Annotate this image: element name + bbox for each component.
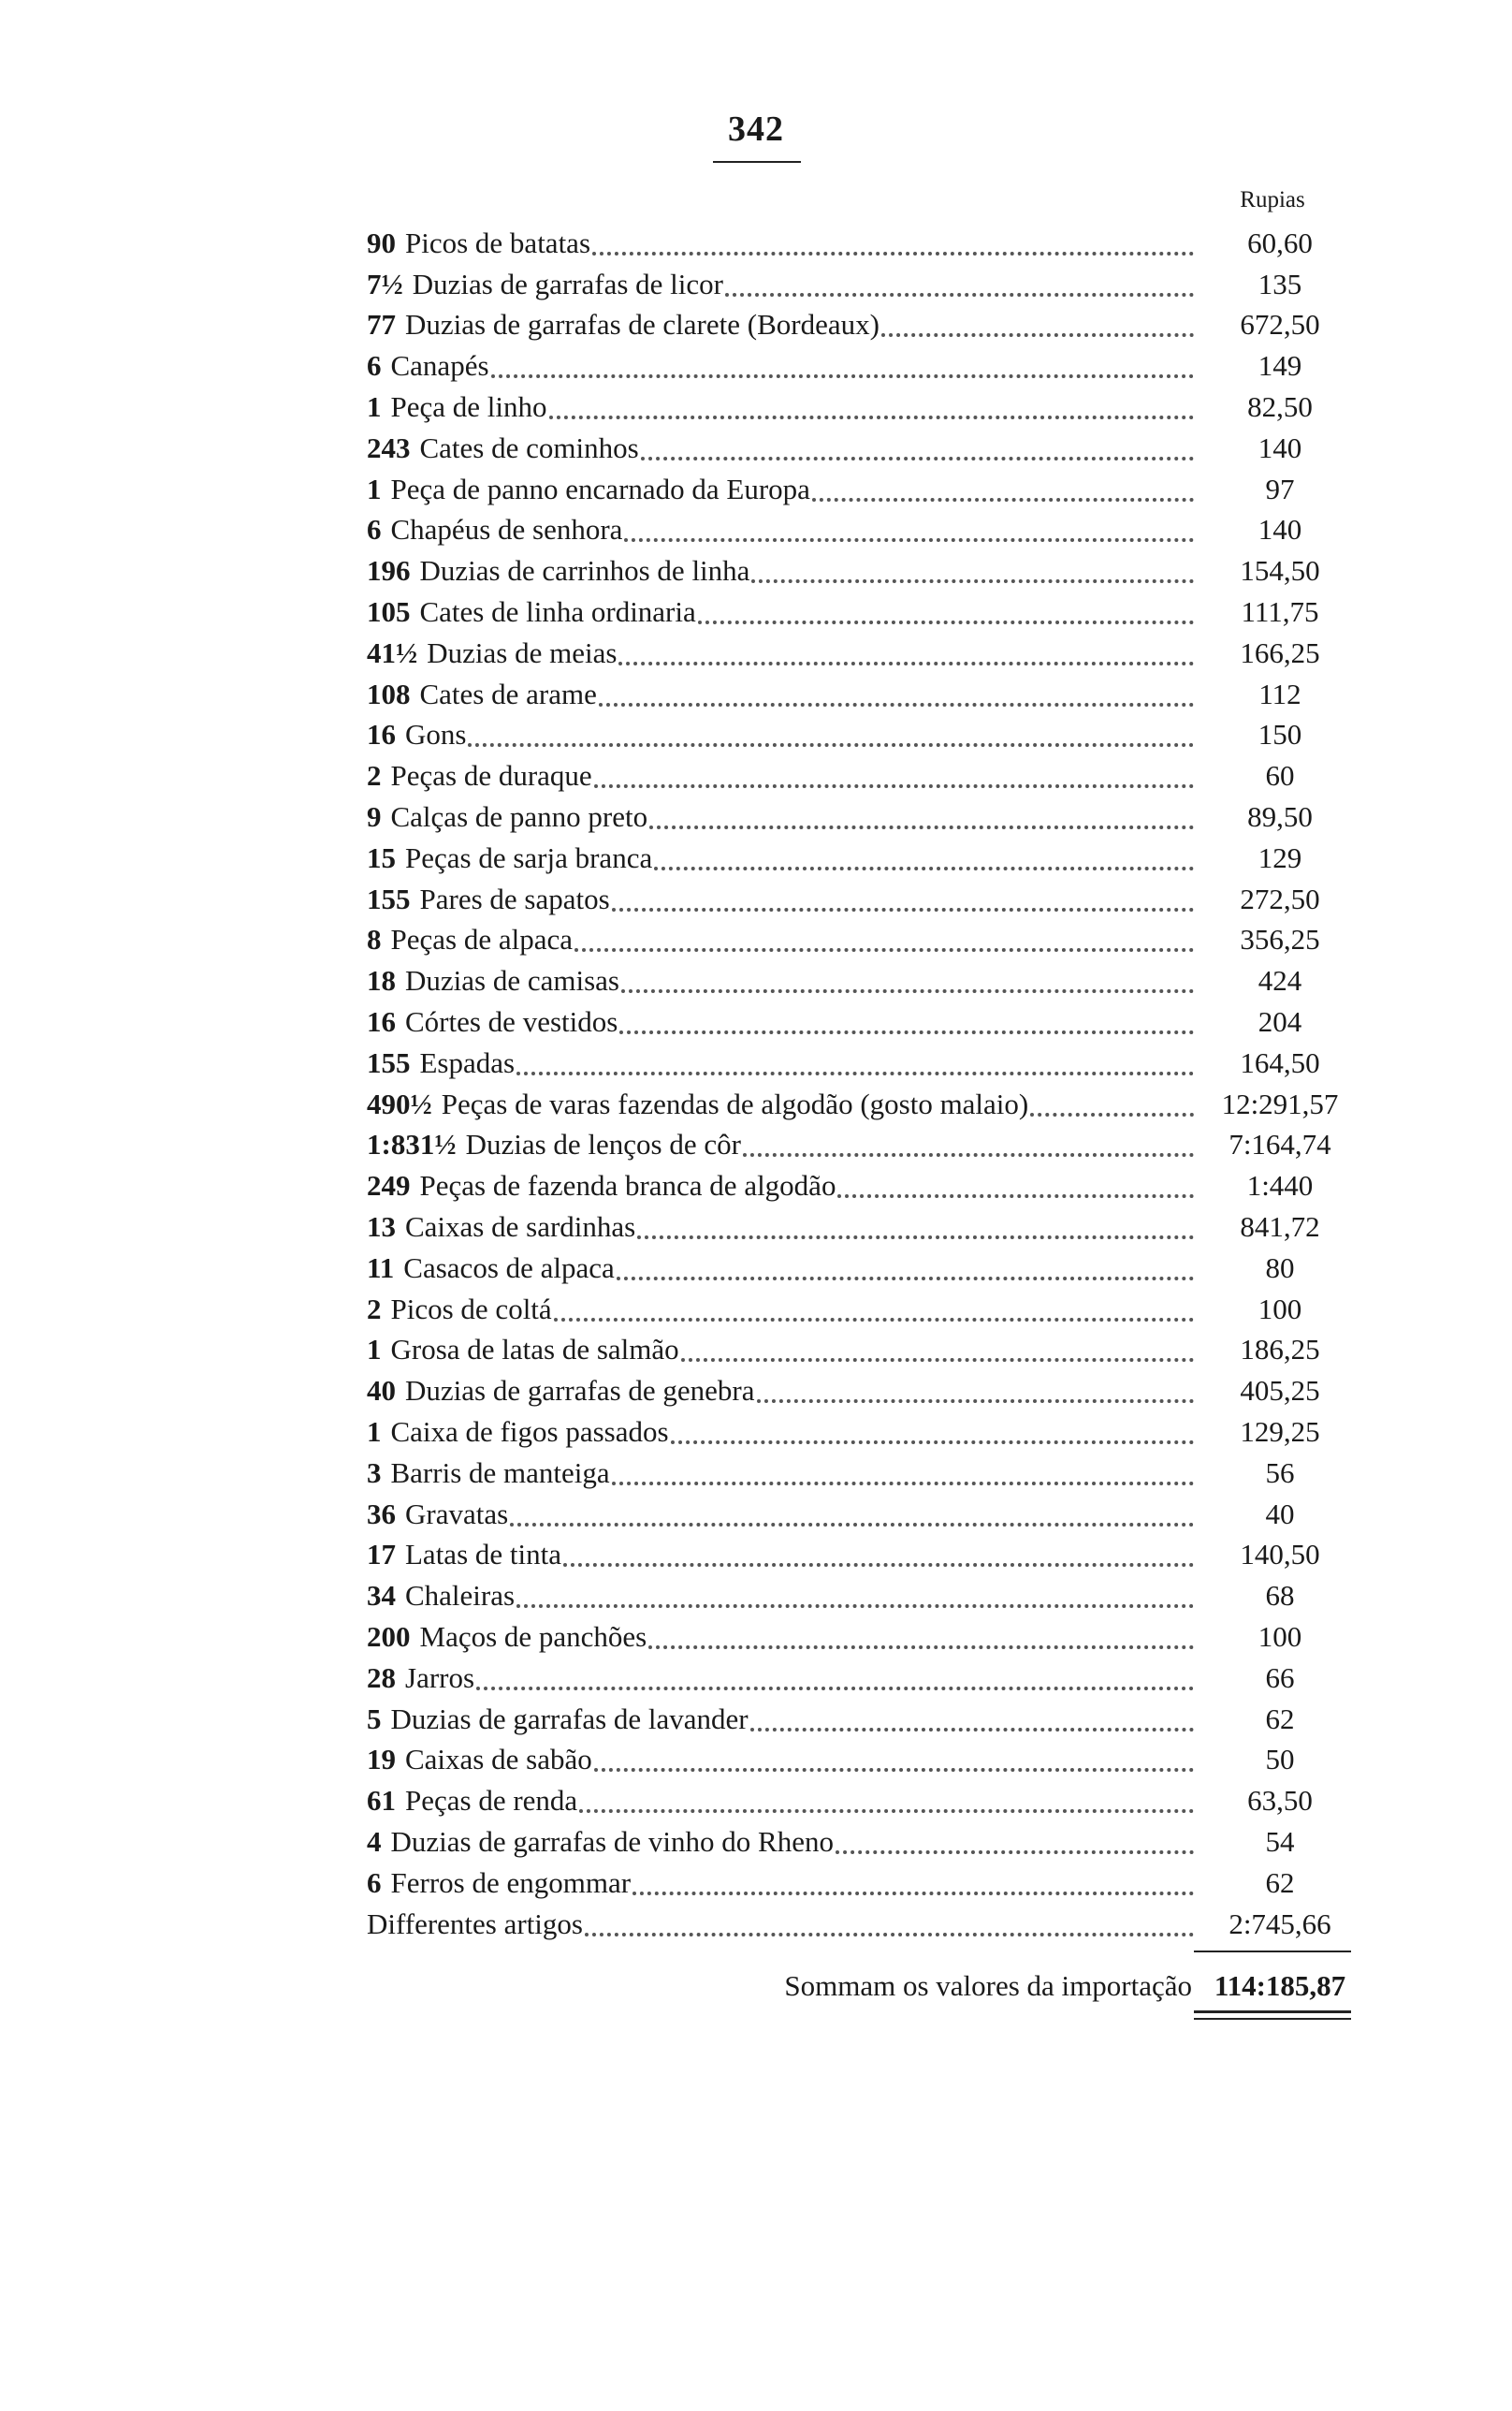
item-quantity: 1	[367, 1333, 382, 1366]
item-quantity: 18	[367, 964, 396, 998]
item-quantity: 1:831½	[367, 1128, 457, 1162]
item-value: 62	[1265, 1865, 1295, 1899]
item-quantity: 77	[367, 308, 396, 342]
table-row	[367, 1165, 1359, 1206]
table-row	[367, 1001, 1359, 1043]
dot-leader	[617, 1249, 1194, 1280]
table-row	[367, 879, 1359, 920]
table-row	[367, 960, 1359, 1001]
dot-leader	[837, 1166, 1194, 1198]
dot-leader	[510, 1495, 1194, 1527]
table-row	[367, 796, 1359, 838]
item-description: Peças de alpaca	[390, 923, 573, 957]
table-row	[367, 1780, 1359, 1821]
item-description: Picos de batatas	[405, 226, 591, 259]
total-rule-double-2	[1194, 2018, 1351, 2020]
item-value: 140,50	[1240, 1538, 1320, 1571]
dot-leader	[757, 1371, 1194, 1403]
table-row	[367, 1453, 1359, 1494]
total-value: 114:185,87	[1214, 1969, 1346, 2002]
dot-leader	[812, 470, 1194, 502]
item-quantity: 36	[367, 1497, 396, 1530]
table-row	[367, 510, 1359, 551]
table-row	[367, 1206, 1359, 1248]
item-quantity: 13	[367, 1210, 396, 1244]
table-row	[367, 1494, 1359, 1535]
item-value: 356,25	[1240, 923, 1320, 957]
item-description: Casacos de alpaca	[403, 1250, 615, 1284]
dot-leader	[585, 1905, 1194, 1936]
item-value: 129,25	[1240, 1415, 1320, 1448]
dot-leader	[649, 797, 1194, 829]
item-value: 1:440	[1246, 1169, 1314, 1203]
table-row	[367, 715, 1359, 756]
item-description: Peças de fazenda branca de algodão	[419, 1169, 836, 1203]
item-quantity: 28	[367, 1660, 396, 1694]
table-row	[367, 1739, 1359, 1780]
item-description: Chaleiras	[405, 1579, 516, 1613]
item-description: Duzias de garrafas de clarete (Bordeaux)	[405, 308, 880, 342]
item-quantity: 2	[367, 1292, 382, 1325]
item-quantity: 34	[367, 1579, 396, 1613]
table-row	[367, 1043, 1359, 1084]
item-value: 82,50	[1247, 390, 1313, 424]
dot-leader	[624, 510, 1194, 542]
item-value: 149	[1258, 349, 1302, 383]
item-description: Peças de duraque	[390, 759, 592, 793]
dot-leader	[476, 1658, 1194, 1690]
table-row	[367, 387, 1359, 428]
page-number: 342	[728, 110, 784, 149]
item-description: Caixas de sardinhas	[405, 1210, 636, 1244]
table-row	[367, 755, 1359, 796]
dot-leader	[549, 387, 1194, 419]
item-value: 272,50	[1240, 882, 1320, 915]
table-row	[367, 1411, 1359, 1453]
table-row	[367, 920, 1359, 961]
table-row	[367, 223, 1359, 264]
table-row	[367, 1904, 1359, 1945]
item-description: Picos de coltá	[390, 1292, 552, 1325]
item-value: 150	[1258, 718, 1302, 752]
item-quantity: 19	[367, 1743, 396, 1776]
table-row	[367, 1248, 1359, 1289]
table-row	[367, 428, 1359, 469]
currency-column-header: Rupias	[1240, 187, 1305, 212]
item-value: 66	[1265, 1660, 1295, 1694]
dot-leader	[594, 1740, 1194, 1772]
dot-leader	[594, 756, 1194, 788]
item-value: 405,25	[1240, 1374, 1320, 1408]
dot-leader	[836, 1822, 1194, 1854]
dot-leader	[637, 1207, 1194, 1239]
item-quantity: 1	[367, 390, 382, 424]
total-label: Sommam os valores da importação	[784, 1969, 1192, 2002]
item-quantity: 6	[367, 1865, 382, 1899]
item-description: Cates de arame	[419, 677, 597, 710]
item-value: 63,50	[1247, 1784, 1313, 1818]
table-row	[367, 1699, 1359, 1740]
item-value: 841,72	[1240, 1210, 1320, 1244]
item-value: 135	[1258, 267, 1302, 300]
item-quantity: 4	[367, 1824, 382, 1858]
item-quantity: 8	[367, 923, 382, 957]
item-value: 100	[1258, 1619, 1302, 1653]
dot-leader	[618, 634, 1194, 665]
table-row	[367, 1575, 1359, 1616]
dot-leader	[698, 592, 1194, 624]
item-value: 68	[1265, 1579, 1295, 1613]
dot-leader	[599, 675, 1194, 707]
item-description: Jarros	[405, 1660, 475, 1694]
item-description: Peças de varas fazendas de algodão (gosto malaio)	[441, 1087, 1029, 1120]
table-row	[367, 838, 1359, 879]
table-row	[367, 345, 1359, 387]
item-quantity: 200	[367, 1619, 411, 1653]
item-description: Duzias de garrafas de lavander	[390, 1702, 749, 1735]
item-description: Duzias de lenços de côr	[465, 1128, 741, 1162]
table-row	[367, 1289, 1359, 1330]
dot-leader	[671, 1412, 1194, 1444]
item-quantity: 9	[367, 800, 382, 834]
item-value: 140	[1258, 513, 1302, 547]
item-quantity: 249	[367, 1169, 411, 1203]
item-quantity: 7½	[367, 267, 403, 300]
dot-leader	[750, 1700, 1194, 1732]
dot-leader	[516, 1576, 1194, 1608]
item-description: Peças de renda	[405, 1784, 578, 1818]
item-description: Duzias de camisas	[405, 964, 619, 998]
dot-leader	[725, 265, 1194, 297]
item-value: 56	[1265, 1455, 1295, 1489]
item-value: 7:164,74	[1228, 1128, 1331, 1162]
item-value: 154,50	[1240, 554, 1320, 588]
item-description: Espadas	[419, 1045, 516, 1079]
item-value: 60,60	[1247, 226, 1313, 259]
table-row	[367, 1330, 1359, 1371]
dot-leader	[574, 920, 1194, 952]
item-description: Duzias de garrafas de genebra	[405, 1374, 755, 1408]
item-quantity: 490½	[367, 1087, 432, 1120]
dot-leader	[621, 961, 1194, 993]
dot-leader	[881, 305, 1194, 337]
total-rule-double-1	[1194, 2010, 1351, 2013]
item-quantity: 1	[367, 472, 382, 505]
item-description: Caixas de sabão	[405, 1743, 592, 1776]
item-description: Caixa de figos passados	[390, 1415, 669, 1448]
item-value: 89,50	[1247, 800, 1313, 834]
item-value: 164,50	[1240, 1045, 1320, 1079]
item-quantity: 41½	[367, 636, 418, 669]
item-description: Cates de linha ordinaria	[419, 595, 696, 629]
item-value: 62	[1265, 1702, 1295, 1735]
item-value: 80	[1265, 1250, 1295, 1284]
item-value: 112	[1258, 677, 1301, 710]
dot-leader	[491, 346, 1194, 378]
dot-leader	[468, 715, 1194, 747]
dot-leader	[751, 551, 1194, 583]
item-description: Peças de sarja branca	[405, 840, 653, 874]
dot-leader	[612, 880, 1194, 912]
dot-leader	[619, 1002, 1194, 1034]
item-quantity: 1	[367, 1415, 382, 1448]
item-description: Cates de cominhos	[419, 431, 639, 464]
table-row	[367, 1863, 1359, 1904]
item-quantity: 243	[367, 431, 411, 464]
dot-leader	[681, 1330, 1194, 1362]
dot-leader	[648, 1617, 1194, 1649]
item-quantity: 105	[367, 595, 411, 629]
dot-leader	[1030, 1085, 1194, 1117]
item-value: 60	[1265, 759, 1295, 793]
dot-leader	[632, 1863, 1194, 1895]
item-quantity: 6	[367, 513, 382, 547]
item-value: 2:745,66	[1228, 1907, 1331, 1940]
item-description: Duzias de carrinhos de linha	[419, 554, 750, 588]
item-description: Ferros de engommar	[390, 1865, 632, 1899]
dot-leader	[563, 1535, 1194, 1567]
item-quantity: 155	[367, 882, 411, 915]
item-description: Córtes de vestidos	[405, 1005, 618, 1039]
dot-leader	[579, 1781, 1194, 1813]
item-description: Peça de panno encarnado da Europa	[390, 472, 810, 505]
dot-leader	[654, 839, 1194, 870]
item-value: 54	[1265, 1824, 1295, 1858]
table-row	[367, 305, 1359, 346]
table-row	[367, 633, 1359, 674]
item-value: 186,25	[1240, 1333, 1320, 1366]
item-description: Gravatas	[405, 1497, 509, 1530]
item-value: 140	[1258, 431, 1302, 464]
item-value: 204	[1258, 1005, 1302, 1039]
item-quantity: 90	[367, 226, 396, 259]
table-row	[367, 1370, 1359, 1411]
item-description: Chapéus de senhora	[390, 513, 623, 547]
item-description: Duzias de garrafas de vinho do Rheno	[390, 1824, 834, 1858]
item-value: 129	[1258, 840, 1302, 874]
item-value: 40	[1265, 1497, 1295, 1530]
item-quantity: 16	[367, 1005, 396, 1039]
item-value: 424	[1258, 964, 1302, 998]
item-value: 97	[1265, 472, 1295, 505]
item-value: 672,50	[1240, 308, 1320, 342]
dot-leader	[743, 1125, 1194, 1157]
item-description: Duzias de meias	[427, 636, 618, 669]
table-row	[367, 1125, 1359, 1166]
import-items-table	[367, 223, 1359, 1944]
item-quantity: 5	[367, 1702, 382, 1735]
item-quantity: 6	[367, 349, 382, 383]
table-row	[367, 1821, 1359, 1863]
item-quantity: 16	[367, 718, 396, 752]
item-description: Latas de tinta	[405, 1538, 561, 1571]
item-description: Barris de manteiga	[390, 1455, 610, 1489]
dot-leader	[516, 1044, 1194, 1075]
dot-leader	[592, 224, 1194, 256]
table-row	[367, 1084, 1359, 1125]
item-quantity: 3	[367, 1455, 382, 1489]
item-description: Grosa de latas de salmão	[390, 1333, 679, 1366]
item-value: 12:291,57	[1221, 1087, 1339, 1120]
item-quantity: 2	[367, 759, 382, 793]
item-value: 166,25	[1240, 636, 1320, 669]
item-value: 111,75	[1241, 595, 1319, 629]
total-rule-top	[1194, 1951, 1351, 1952]
table-row	[367, 592, 1359, 633]
table-row	[367, 469, 1359, 510]
item-description: Pares de sapatos	[419, 882, 610, 915]
item-quantity: 40	[367, 1374, 396, 1408]
item-quantity: 15	[367, 840, 396, 874]
item-quantity: 196	[367, 554, 411, 588]
table-row	[367, 1535, 1359, 1576]
item-description: Peça de linho	[390, 390, 547, 424]
item-quantity: 108	[367, 677, 411, 710]
item-value: 50	[1265, 1743, 1295, 1776]
page-number-rule	[713, 161, 801, 163]
item-description: Canapés	[390, 349, 489, 383]
item-quantity: 17	[367, 1538, 396, 1571]
item-quantity: 11	[367, 1250, 395, 1284]
dot-leader	[641, 429, 1194, 460]
item-quantity: 155	[367, 1045, 411, 1079]
dot-leader	[612, 1454, 1194, 1485]
table-row	[367, 550, 1359, 592]
table-row	[367, 674, 1359, 715]
item-description: Calças de panno preto	[390, 800, 648, 834]
item-description: Duzias de garrafas de licor	[412, 267, 723, 300]
dot-leader	[554, 1290, 1194, 1322]
total-row	[367, 1969, 1359, 2003]
table-row	[367, 1616, 1359, 1658]
item-description: Maços de panchões	[419, 1619, 647, 1653]
item-description: Gons	[405, 718, 467, 752]
item-quantity: 61	[367, 1784, 396, 1818]
item-description: Differentes artigos	[367, 1907, 583, 1940]
table-row	[367, 1658, 1359, 1699]
table-row	[367, 264, 1359, 305]
item-value: 100	[1258, 1292, 1302, 1325]
